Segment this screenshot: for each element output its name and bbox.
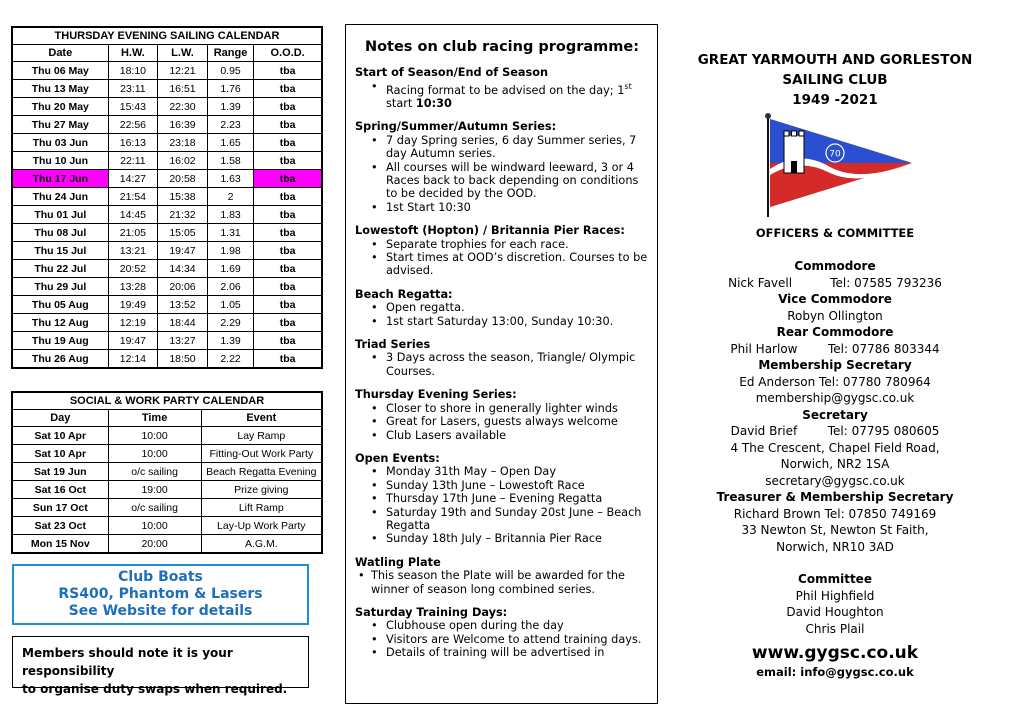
table-cell: 20:58 (158, 170, 208, 188)
list-item: • Separate trophies for each race. (386, 238, 649, 251)
table-cell: 1.69 (207, 260, 254, 278)
table-cell: tba (254, 152, 322, 170)
table-cell: 13:28 (108, 278, 158, 296)
table-cell: Thu 17 Jun (12, 170, 108, 188)
table-cell: 1.98 (207, 242, 254, 260)
table-cell: 2.23 (207, 116, 254, 134)
notice-line1: Members should note it is your responsibility (22, 646, 233, 678)
table-cell: 19:47 (108, 332, 158, 350)
notice-line2: to organise duty swaps when required. (22, 682, 288, 696)
table-cell: 19:00 (108, 481, 201, 499)
table-row (12, 206, 322, 224)
club-website-link[interactable]: www.gygsc.co.uk (751, 643, 919, 663)
table-cell: tba (254, 350, 322, 369)
table-row (12, 242, 322, 260)
table-cell: 10:00 (108, 517, 201, 535)
table-cell: Thu 24 Jun (12, 188, 108, 206)
table-cell: Thu 20 May (12, 98, 108, 116)
notes-list (355, 80, 649, 111)
table-cell: 0.95 (207, 62, 254, 80)
table-cell: 15:43 (108, 98, 158, 116)
table-cell: tba (254, 80, 322, 98)
table-cell: 21:05 (108, 224, 158, 242)
social-calendar-title: SOCIAL & WORK PARTY CALENDAR (12, 392, 322, 410)
club-boats-box (12, 564, 309, 625)
table-cell: 14:34 (158, 260, 208, 278)
table-cell: 12:19 (108, 314, 158, 332)
notes-list (355, 465, 649, 545)
list-item: • Saturday 19th and Sunday 20st June – Beach Regatta (386, 506, 649, 533)
thursday-header-cell: O.O.D. (254, 45, 322, 62)
table-cell: Thu 22 Jul (12, 260, 108, 278)
burgee-badge-text: 70 (829, 149, 841, 160)
list-item: • Sunday 13th June – Lowestoft Race (386, 479, 649, 492)
list-item: • Visitors are Welcome to attend training days. (386, 633, 649, 646)
table-cell: 16:51 (158, 80, 208, 98)
notes-list (355, 569, 649, 596)
vice-commodore-info: Robyn Ollington (787, 308, 883, 323)
thursday-header-cell: H.W. (108, 45, 158, 62)
table-cell: Thu 27 May (12, 116, 108, 134)
table-cell: Thu 12 Aug (12, 314, 108, 332)
table-cell: o/c sailing (108, 499, 201, 517)
table-cell: Lift Ramp (201, 499, 322, 517)
table-cell: 13:52 (158, 296, 208, 314)
table-row (12, 260, 322, 278)
table-cell: Thu 05 Aug (12, 296, 108, 314)
notes-section (355, 66, 649, 110)
list-item: • Sunday 18th July – Britannia Pier Race (386, 532, 649, 545)
list-item: • Closer to shore in generally lighter winds (386, 402, 649, 415)
table-cell: Thu 08 Jul (12, 224, 108, 242)
table-cell: Lay Ramp (201, 427, 322, 445)
table-row (12, 224, 322, 242)
treasurer-info: Richard Brown Tel: 07850 749169 (733, 506, 937, 521)
table-cell: tba (254, 314, 322, 332)
list-item: • Clubhouse open during the day (386, 619, 649, 632)
table-cell: Thu 06 May (12, 62, 108, 80)
committee-member: Phil Highfield (795, 588, 875, 603)
social-calendar-table (11, 391, 323, 554)
thursday-header-cell: Date (12, 45, 108, 62)
list-item: • 3 Days across the season, Triangle/ Olympic Courses. (386, 351, 649, 378)
table-cell: 2.29 (207, 314, 254, 332)
club-years: 1949 -2021 (792, 92, 878, 108)
membership-email[interactable]: membership@gygsc.co.uk (755, 391, 915, 405)
vice-commodore-label: Vice Commodore (778, 292, 892, 306)
treasurer-label: Treasurer & Membership Secretary (716, 490, 954, 504)
table-cell: 1.05 (207, 296, 254, 314)
list-item: • Details of training will be advertised in (386, 646, 649, 659)
table-cell: Thu 26 Aug (12, 350, 108, 369)
notes-list (355, 402, 649, 442)
table-cell: 22:56 (108, 116, 158, 134)
table-cell: Beach Regatta Evening (201, 463, 322, 481)
notes-section-title: Beach Regatta: (355, 287, 453, 301)
notes-section-title: Lowestoft (Hopton) / Britannia Pier Races: (355, 224, 625, 238)
table-cell: tba (254, 332, 322, 350)
table-cell: 10:00 (108, 445, 201, 463)
secretary-address-line2: Norwich, NR2 1SA (780, 457, 890, 471)
table-cell: Thu 29 Jul (12, 278, 108, 296)
table-cell: 16:13 (108, 134, 158, 152)
club-email[interactable]: email: info@gygsc.co.uk (756, 665, 914, 679)
notes-section (355, 120, 649, 214)
table-cell: tba (254, 116, 322, 134)
treasurer-address-line1: 33 Newton St, Newton St Faith, (741, 523, 929, 537)
table-cell: tba (254, 260, 322, 278)
social-header-cell: Event (201, 410, 322, 427)
table-row (12, 499, 322, 517)
notes-section (355, 452, 649, 546)
table-cell: 16:39 (158, 116, 208, 134)
list-item: • Open regatta. (386, 301, 649, 314)
table-cell: A.G.M. (201, 535, 322, 554)
notes-section-title: Watling Plate (355, 555, 441, 569)
notes-section-title: Spring/Summer/Autumn Series: (355, 120, 557, 134)
table-cell: tba (254, 62, 322, 80)
table-row (12, 278, 322, 296)
table-cell: 15:38 (158, 188, 208, 206)
list-item: • 1st start Saturday 13:00, Sunday 10:30. (386, 315, 649, 328)
table-cell: Sun 17 Oct (12, 499, 108, 517)
table-cell: Lay-Up Work Party (201, 517, 322, 535)
committee-member: David Houghton (786, 605, 884, 619)
table-cell: 16:02 (158, 152, 208, 170)
notes-section-title: Saturday Training Days: (355, 605, 508, 619)
table-row (12, 62, 322, 80)
table-cell: 23:18 (158, 134, 208, 152)
notes-section-title: Thursday Evening Series: (355, 388, 517, 402)
table-cell: 20:00 (108, 535, 201, 554)
table-row (12, 463, 322, 481)
membership-secretary-info: Ed Anderson Tel: 07780 780964 (739, 374, 931, 389)
notes-section (355, 224, 649, 278)
table-cell: 22:30 (158, 98, 208, 116)
table-cell: 20:06 (158, 278, 208, 296)
secretary-address-line1: 4 The Crescent, Chapel Field Road, (730, 440, 940, 455)
list-item: • 7 day Spring series, 6 day Summer series, 7 day Autumn series. (386, 134, 649, 161)
table-cell: tba (254, 206, 322, 224)
table-cell: 13:21 (108, 242, 158, 260)
table-cell: Sat 16 Oct (12, 481, 108, 499)
table-row (12, 481, 322, 499)
table-cell: tba (254, 134, 322, 152)
table-row (12, 116, 322, 134)
notes-section (355, 556, 649, 596)
table-cell: Prize giving (201, 481, 322, 499)
social-header-cell: Day (12, 410, 108, 427)
table-cell: 1.39 (207, 98, 254, 116)
notes-section-title: Triad Series (355, 338, 431, 352)
table-cell: Thu 19 Aug (12, 332, 108, 350)
membership-secretary-label: Membership Secretary (758, 358, 912, 372)
table-cell: 1.31 (207, 224, 254, 242)
table-cell: Sat 23 Oct (12, 517, 108, 535)
list-item: • Great for Lasers, guests always welcome (386, 415, 649, 428)
table-cell: tba (254, 170, 322, 188)
notes-list (355, 134, 649, 214)
duty-swap-notice (12, 636, 309, 696)
table-cell: 1.65 (207, 134, 254, 152)
table-row (12, 445, 322, 463)
secretary-label: Secretary (802, 407, 868, 422)
table-cell: 18:50 (158, 350, 208, 369)
committee-label: Committee (798, 572, 872, 586)
table-cell: 2 (207, 188, 254, 206)
table-row (12, 332, 322, 350)
table-cell: 1.58 (207, 152, 254, 170)
table-cell: 1.83 (207, 206, 254, 224)
officers-heading: OFFICERS & COMMITTEE (755, 226, 915, 240)
racing-notes-panel (345, 24, 658, 704)
table-cell: 1.63 (207, 170, 254, 188)
table-cell: tba (254, 296, 322, 314)
table-row (12, 535, 322, 554)
list-item: • Thursday 17th June – Evening Regatta (386, 492, 649, 505)
club-burgee (690, 113, 980, 218)
table-cell: tba (254, 278, 322, 296)
list-item: • 1st Start 10:30 (386, 201, 649, 214)
table-cell: Thu 15 Jul (12, 242, 108, 260)
notes-list (355, 238, 649, 278)
table-cell: Sat 19 Jun (12, 463, 108, 481)
club-name-line1: GREAT YARMOUTH AND GORLESTON (697, 52, 973, 68)
table-cell: 12:21 (158, 62, 208, 80)
notes-section-title: Open Events: (355, 451, 440, 465)
table-cell: 18:10 (108, 62, 158, 80)
table-cell: 1.76 (207, 80, 254, 98)
table-cell: 2.06 (207, 278, 254, 296)
notes-list (355, 351, 649, 378)
rear-commodore-label: Rear Commodore (776, 325, 894, 339)
table-cell: 15:05 (158, 224, 208, 242)
thursday-calendar-table (11, 26, 323, 369)
list-item: • This season the Plate will be awarded for the winner of season long combined series. (371, 569, 649, 596)
table-row (12, 350, 322, 369)
burgee-flag-icon (760, 113, 920, 218)
table-cell: 20:52 (108, 260, 158, 278)
rear-commodore-info: Phil Harlow Tel: 07786 803344 (730, 341, 940, 356)
table-row (12, 314, 322, 332)
table-row (12, 80, 322, 98)
table-row (12, 296, 322, 314)
treasurer-address-line2: Norwich, NR10 3AD (776, 539, 894, 554)
club-boats-line2: RS400, Phantom & Lasers (58, 586, 263, 602)
table-cell: tba (254, 188, 322, 206)
table-row (12, 517, 322, 535)
commodore-info: Nick Favell Tel: 07585 793236 (728, 275, 942, 290)
table-cell: 13:27 (158, 332, 208, 350)
notes-section (355, 606, 649, 660)
notes-section (355, 338, 649, 378)
notes-heading: Notes on club racing programme: (364, 39, 640, 55)
list-item: • Racing format to be advised on the day; 1st start 10:30 (386, 80, 649, 111)
table-cell: 14:45 (108, 206, 158, 224)
notes-list (355, 619, 649, 659)
secretary-info: David Brief Tel: 07795 080605 (730, 424, 940, 438)
table-cell: Thu 03 Jun (12, 134, 108, 152)
table-cell: 2.22 (207, 350, 254, 369)
table-row (12, 188, 322, 206)
committee-member: Chris Plail (805, 621, 865, 636)
social-header-cell: Time (108, 410, 201, 427)
table-cell: 19:47 (158, 242, 208, 260)
table-cell: 10:00 (108, 427, 201, 445)
list-item: • All courses will be windward leeward, 3 or 4 Races back to back depending on conditions to be decided by the OOD. (386, 161, 649, 201)
secretary-email[interactable]: secretary@gygsc.co.uk (765, 473, 905, 488)
table-cell: Mon 15 Nov (12, 535, 108, 554)
table-cell: tba (254, 224, 322, 242)
table-cell: Thu 10 Jun (12, 152, 108, 170)
notes-section-title: Start of Season/End of Season (355, 66, 549, 80)
table-cell: Thu 13 May (12, 80, 108, 98)
table-cell: o/c sailing (108, 463, 201, 481)
club-boats-line3: See Website for details (68, 603, 253, 619)
table-cell: 14:27 (108, 170, 158, 188)
notes-list (355, 301, 649, 328)
table-cell: 21:54 (108, 188, 158, 206)
club-name-line2: SAILING CLUB (782, 72, 888, 88)
table-cell: Fitting-Out Work Party (201, 445, 322, 463)
table-row (12, 152, 322, 170)
table-row (12, 134, 322, 152)
table-cell: 22:11 (108, 152, 158, 170)
club-boats-line1: Club Boats (118, 569, 203, 585)
table-cell: Sat 10 Apr (12, 445, 108, 463)
table-row (12, 98, 322, 116)
club-info-column (690, 50, 980, 680)
thursday-header-cell: L.W. (158, 45, 208, 62)
thursday-header-cell: Range (207, 45, 254, 62)
table-cell: Thu 01 Jul (12, 206, 108, 224)
list-item: • Monday 31th May – Open Day (386, 465, 649, 478)
list-item: • Club Lasers available (386, 429, 649, 442)
thursday-calendar-title: THURSDAY EVENING SAILING CALENDAR (12, 27, 322, 45)
table-cell: tba (254, 98, 322, 116)
table-cell: Sat 10 Apr (12, 427, 108, 445)
table-cell: 19:49 (108, 296, 158, 314)
table-cell: 1.39 (207, 332, 254, 350)
table-cell: 12:14 (108, 350, 158, 369)
notes-section (355, 388, 649, 442)
table-cell: 21:32 (158, 206, 208, 224)
commodore-label: Commodore (794, 259, 876, 273)
table-cell: tba (254, 242, 322, 260)
list-item: • Start times at OOD’s discretion. Courses to be advised. (386, 251, 649, 278)
table-cell: 18:44 (158, 314, 208, 332)
table-row (12, 427, 322, 445)
table-cell: 23:11 (108, 80, 158, 98)
notes-section (355, 288, 649, 328)
table-row (12, 170, 322, 188)
